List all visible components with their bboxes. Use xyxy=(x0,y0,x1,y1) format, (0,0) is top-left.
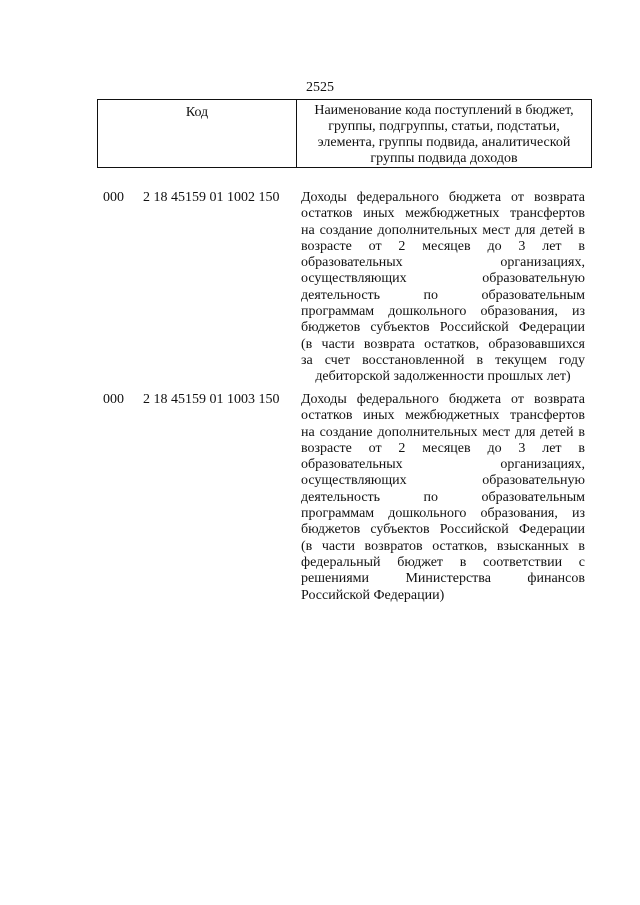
revenue-description xyxy=(301,190,585,386)
description-line: возрасте от 2 месяцев до 3 лет в xyxy=(301,238,585,254)
revenue-code: 2 18 45159 01 1002 150 xyxy=(143,190,280,205)
description-line: программам дошкольного образования, из xyxy=(301,304,585,320)
table-header xyxy=(97,99,592,168)
header-name-column xyxy=(297,103,591,167)
description-line: федеральный бюджет в соответствии с xyxy=(301,554,585,570)
description-line: на создание дополнительных мест для детей в xyxy=(301,222,585,238)
description-line: Российской Федерации) xyxy=(301,587,445,603)
page-number: 2525 xyxy=(306,80,334,95)
header-name-line: группы, подгруппы, статьи, подстатьи, xyxy=(328,119,560,134)
header-name-line: группы подвида доходов xyxy=(370,151,518,166)
description-line: Доходы федерального бюджета от возврата xyxy=(301,190,585,205)
admin-code: 000 xyxy=(103,392,124,407)
description-line: за счет восстановленной в текущем году xyxy=(301,352,585,368)
revenue-description xyxy=(301,392,585,604)
description-line: (в части возврата остатков, образовавшихся xyxy=(301,336,585,352)
description-line: (в части возвратов остатков, взысканных в xyxy=(301,538,585,554)
header-name-line: Наименование кода поступлений в бюджет, xyxy=(314,103,574,118)
description-line: остатков иных межбюджетных трансфертов xyxy=(301,408,585,424)
description-line: осуществляющих образовательную xyxy=(301,271,585,287)
description-line: дебиторской задолженности прошлых лет) xyxy=(315,369,571,385)
description-line: образовательных организациях, xyxy=(301,255,585,271)
description-line: бюджетов субъектов Российской Федерации xyxy=(301,522,585,538)
description-line: бюджетов субъектов Российской Федерации xyxy=(301,320,585,336)
description-line: Доходы федерального бюджета от возврата xyxy=(301,392,585,407)
description-line: возрасте от 2 месяцев до 3 лет в xyxy=(301,440,585,456)
description-line: деятельность по образовательным xyxy=(301,287,585,303)
revenue-code: 2 18 45159 01 1003 150 xyxy=(143,392,280,407)
description-line: решениями Министерства финансов xyxy=(301,571,585,587)
header-code-column: Код xyxy=(185,105,209,120)
header-name-line: элемента, группы подвида, аналитической xyxy=(317,135,571,150)
description-line: осуществляющих образовательную xyxy=(301,473,585,489)
description-line: на создание дополнительных мест для детей в xyxy=(301,424,585,440)
description-line: остатков иных межбюджетных трансфертов xyxy=(301,206,585,222)
description-line: программам дошкольного образования, из xyxy=(301,506,585,522)
description-line: образовательных организациях, xyxy=(301,457,585,473)
admin-code: 000 xyxy=(103,190,124,205)
description-line: деятельность по образовательным xyxy=(301,489,585,505)
